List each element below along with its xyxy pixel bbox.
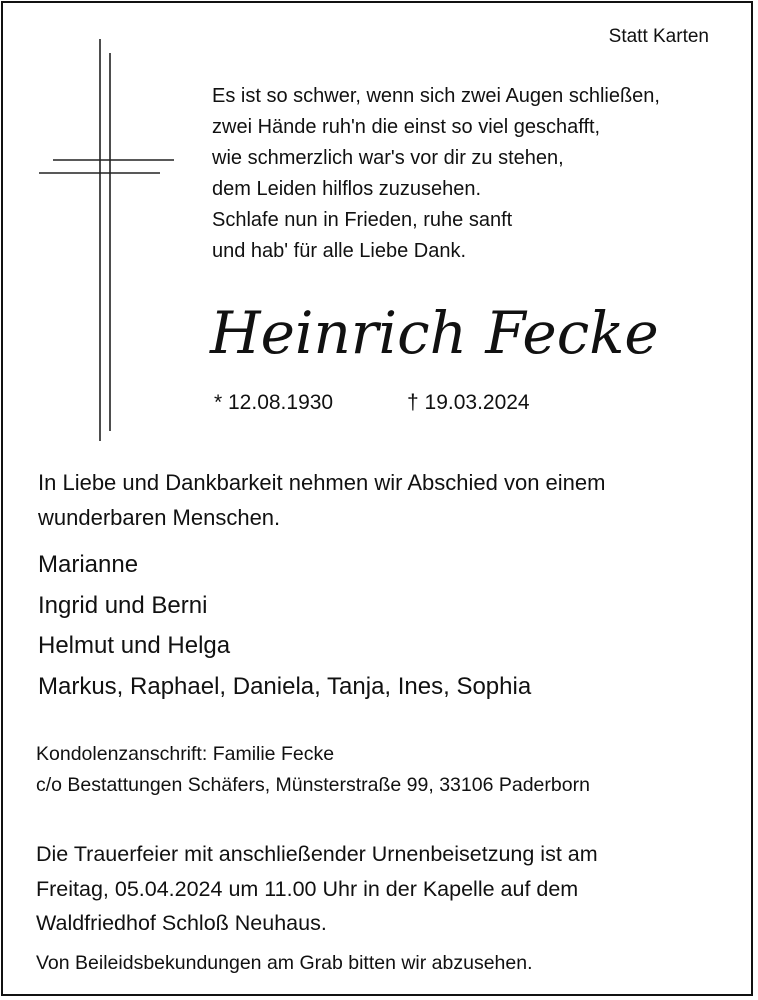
obituary-notice [1,1,753,996]
life-dates [214,389,530,417]
cross-icon [37,39,177,441]
poem-line: zwei Hände ruh'n die einst so viel geschafft, [212,116,601,138]
death-date: † 19.03.2024 [407,391,530,414]
mourner-entry: Markus, Raphael, Daniela, Tanja, Ines, Sophia [38,672,532,700]
ceremony-line: Die Trauerfeier mit anschließender Urnenbeisetzung ist am [36,842,598,866]
poem-line: wie schmerzlich war's vor dir zu stehen, [212,147,564,169]
birth-date: * 12.08.1930 [214,391,334,414]
condolence-line: c/o Bestattungen Schäfers, Münsterstraße 99, 33106 Paderborn [36,774,590,796]
ceremony-line: Freitag, 05.04.2024 um 11.00 Uhr in der Kapelle auf dem [36,876,579,901]
condolence-line: Kondolenzanschrift: Familie Fecke [36,743,335,765]
poem-line: und hab' für alle Liebe Dank. [212,240,466,262]
condolence-address [36,739,590,801]
ceremony-line: Waldfriedhof Schloß Neuhaus. [36,911,327,935]
farewell-text [38,465,605,535]
farewell-line: In Liebe und Dankbarkeit nehmen wir Abschied von einem [38,470,606,495]
mourner-entry: Helmut und Helga [38,632,231,659]
ceremony-info [36,837,598,941]
closing-note: Von Beileidsbekundungen am Grab bitten wir abzusehen. [36,952,533,974]
mourner-entry: Marianne [38,551,139,578]
mourners-list [38,545,531,707]
farewell-line: wunderbaren Menschen. [38,505,281,530]
poem-line: dem Leiden hilflos zuzusehen. [212,178,482,200]
deceased-name: Heinrich Fecke [210,299,659,367]
poem-line: Es ist so schwer, wenn sich zwei Augen schließen, [212,85,660,107]
poem [212,81,732,267]
poem-line: Schlafe nun in Frieden, ruhe sanft [212,209,513,231]
mourner-entry: Ingrid und Berni [38,591,208,619]
statt-karten-note: Statt Karten [608,26,709,47]
